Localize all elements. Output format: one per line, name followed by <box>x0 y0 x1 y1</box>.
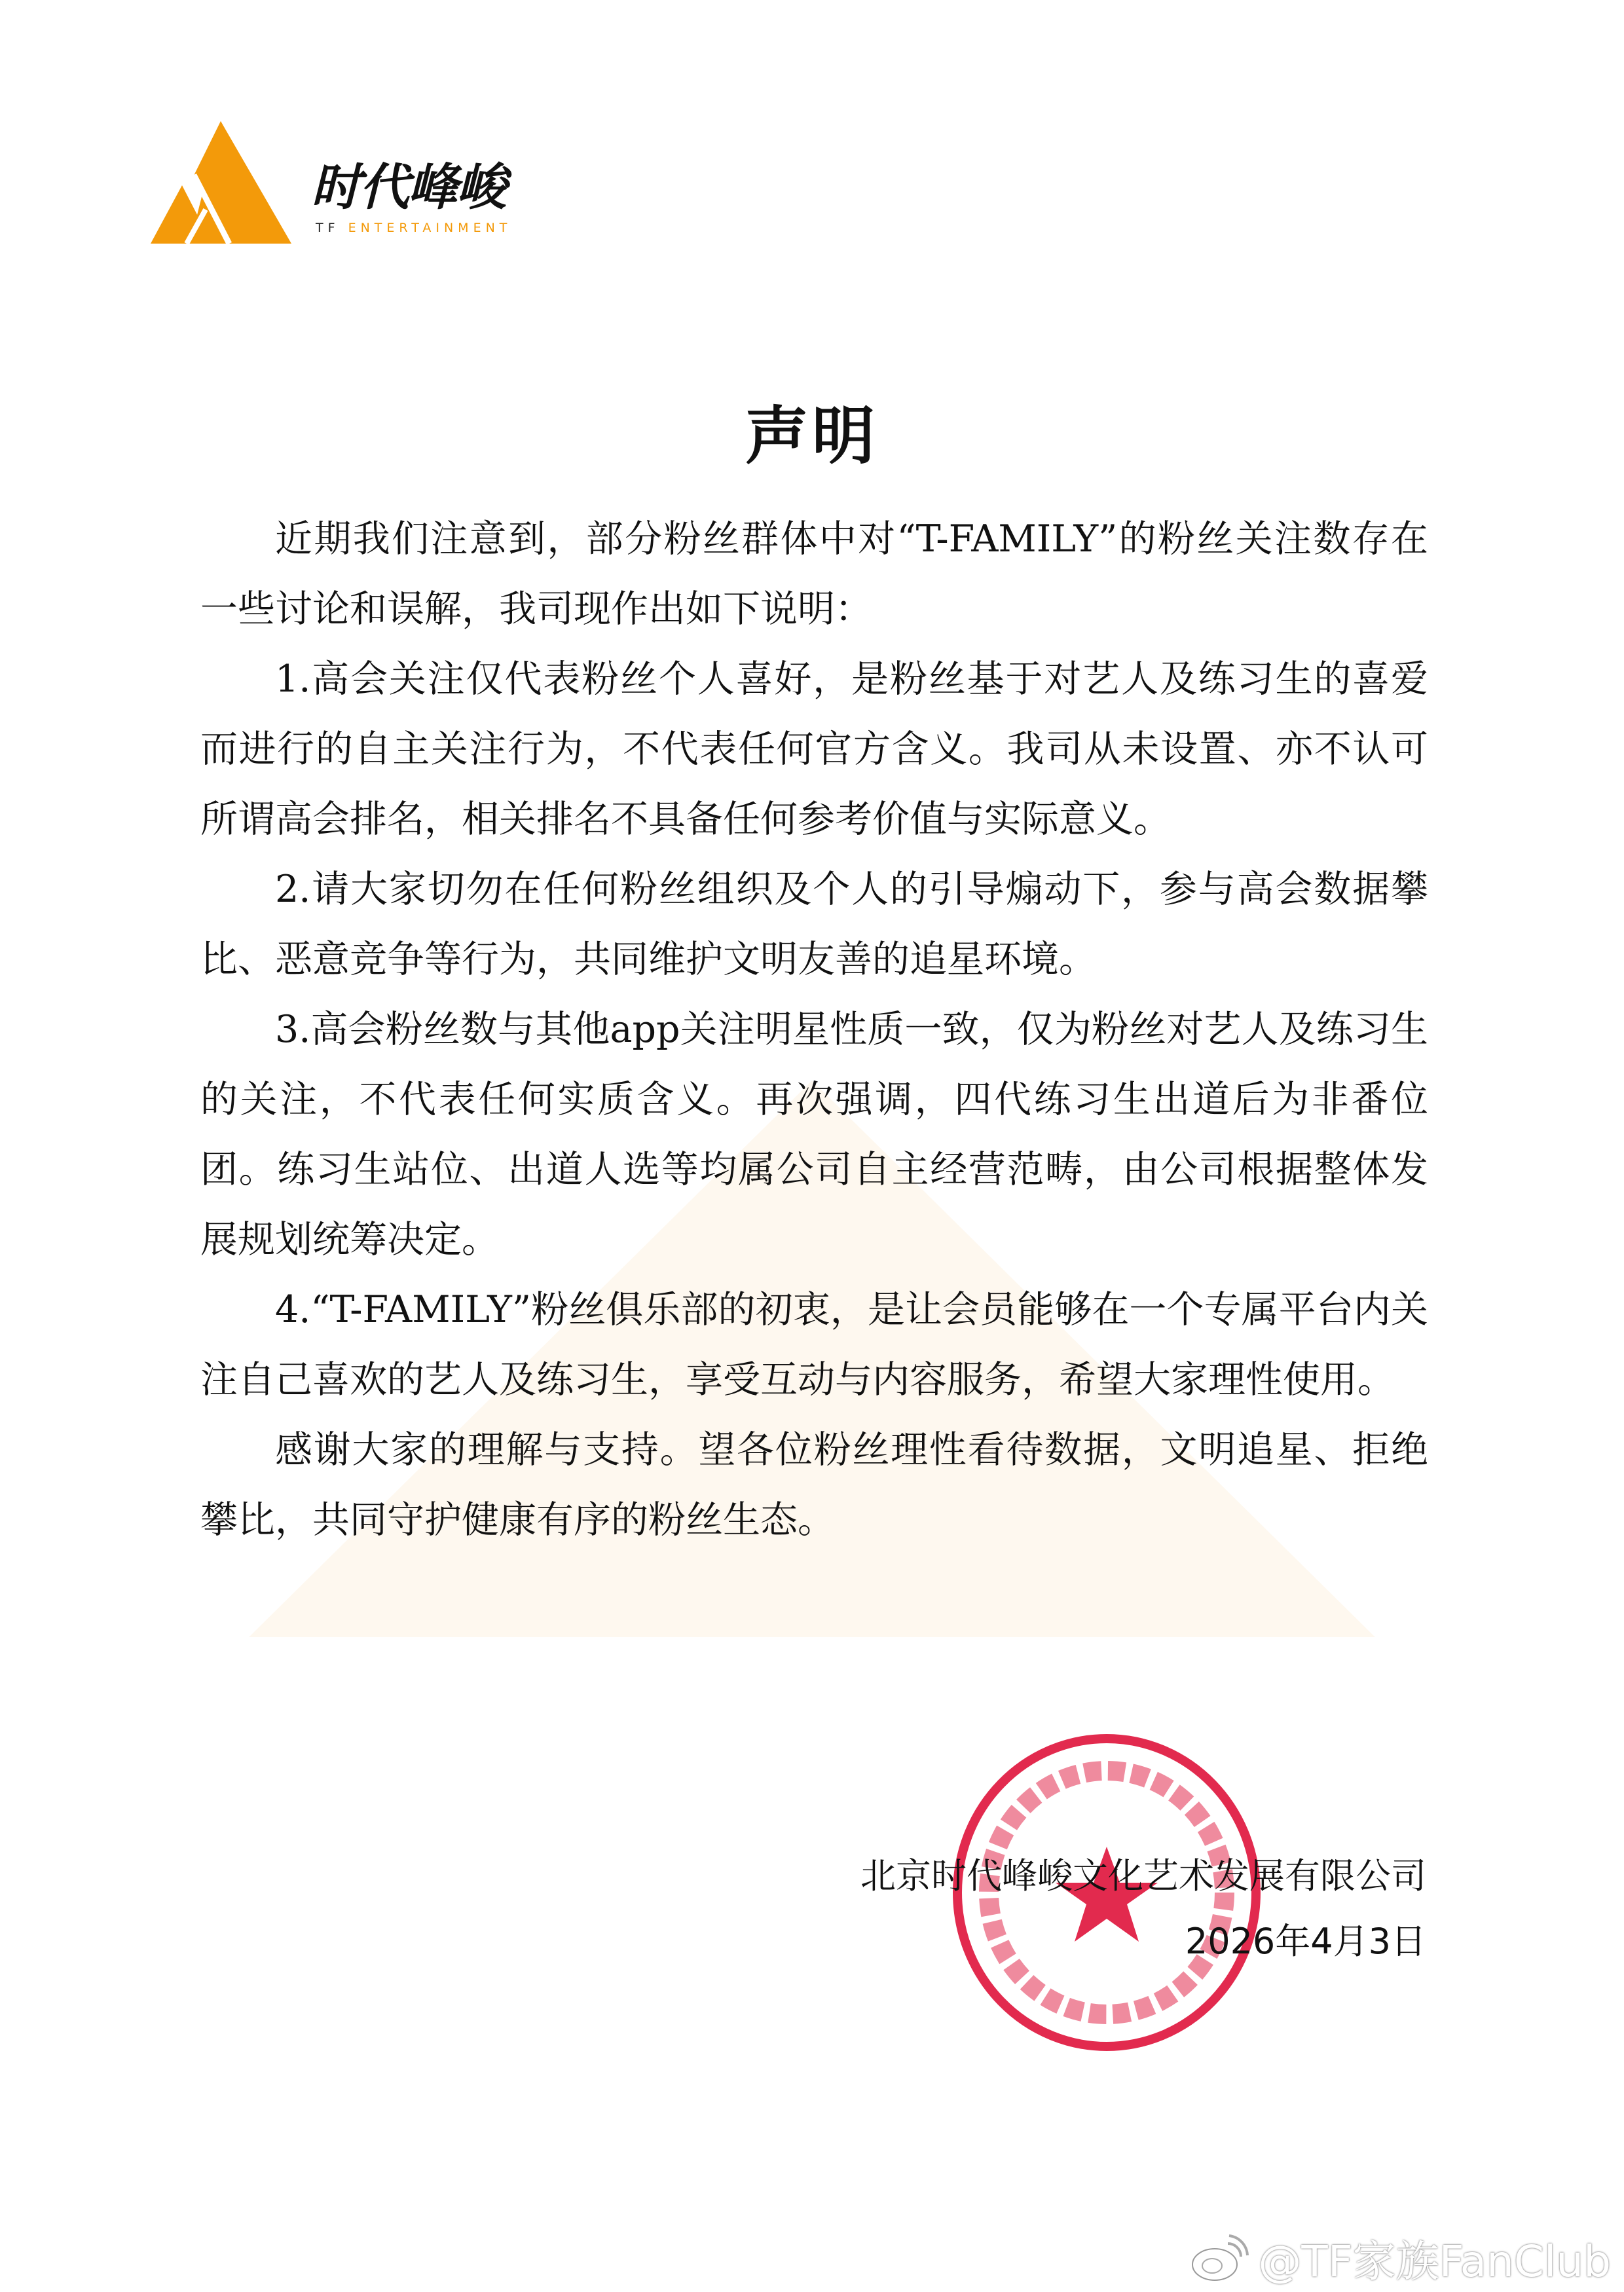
statement-body <box>200 504 1428 1555</box>
weibo-icon <box>1190 2232 1249 2284</box>
paragraph-3: 3.高会粉丝数与其他app关注明星性质一致，仅为粉丝对艺人及练习生的关注，不代表任何实质含义。再次强调，四代练习生出道后为非番位团。练习生站位、出道人选等均属公司自主经营范畴，由公司根据整体发展规划统筹决定。 <box>200 1008 1428 1261</box>
paragraph-closing: 感谢大家的理解与支持。望各位粉丝理性看待数据，文明追星、拒绝攀比，共同守护健康有序的粉丝生态。 <box>200 1428 1428 1542</box>
page-title: 声明 <box>745 399 879 473</box>
paragraph-1: 1.高会关注仅代表粉丝个人喜好，是粉丝基于对艺人及练习生的喜爱而进行的自主关注行为，不代表任何官方含义。我司从未设置、亦不认可所谓高会排名，相关排名不具备任何参考价值与实际意义。 <box>200 657 1428 841</box>
logo-subtitle: TF ENTERTAINMENT <box>316 221 512 235</box>
company-name: 北京时代峰峻文化艺术发展有限公司 <box>860 1855 1426 1896</box>
paragraph-2: 2.请大家切勿在任何粉丝组织及个人的引导煽动下，参与高会数据攀比、恶意竞争等行为，共同维护文明友善的追星环境。 <box>200 868 1428 981</box>
company-logo <box>151 121 544 252</box>
paragraph-4: 4.“T-FAMILY”粉丝俱乐部的初衷，是让会员能够在一个专属平台内关注自己喜欢的艺人及练习生，享受互动与内容服务，希望大家理性使用。 <box>200 1288 1428 1401</box>
signature-block <box>860 1843 1426 1974</box>
paragraph-intro: 近期我们注意到，部分粉丝群体中对“T-FAMILY”的粉丝关注数存在一些讨论和误解，我司现作出如下说明： <box>200 517 1428 631</box>
statement-date: 2026年4月3日 <box>1185 1921 1426 1962</box>
watermark-text: @TF家族FanClub <box>1258 2236 1611 2287</box>
weibo-watermark <box>1190 2227 1611 2289</box>
logo-name: 时代峰峻 <box>311 158 505 216</box>
triangle-logo-icon <box>151 121 291 246</box>
